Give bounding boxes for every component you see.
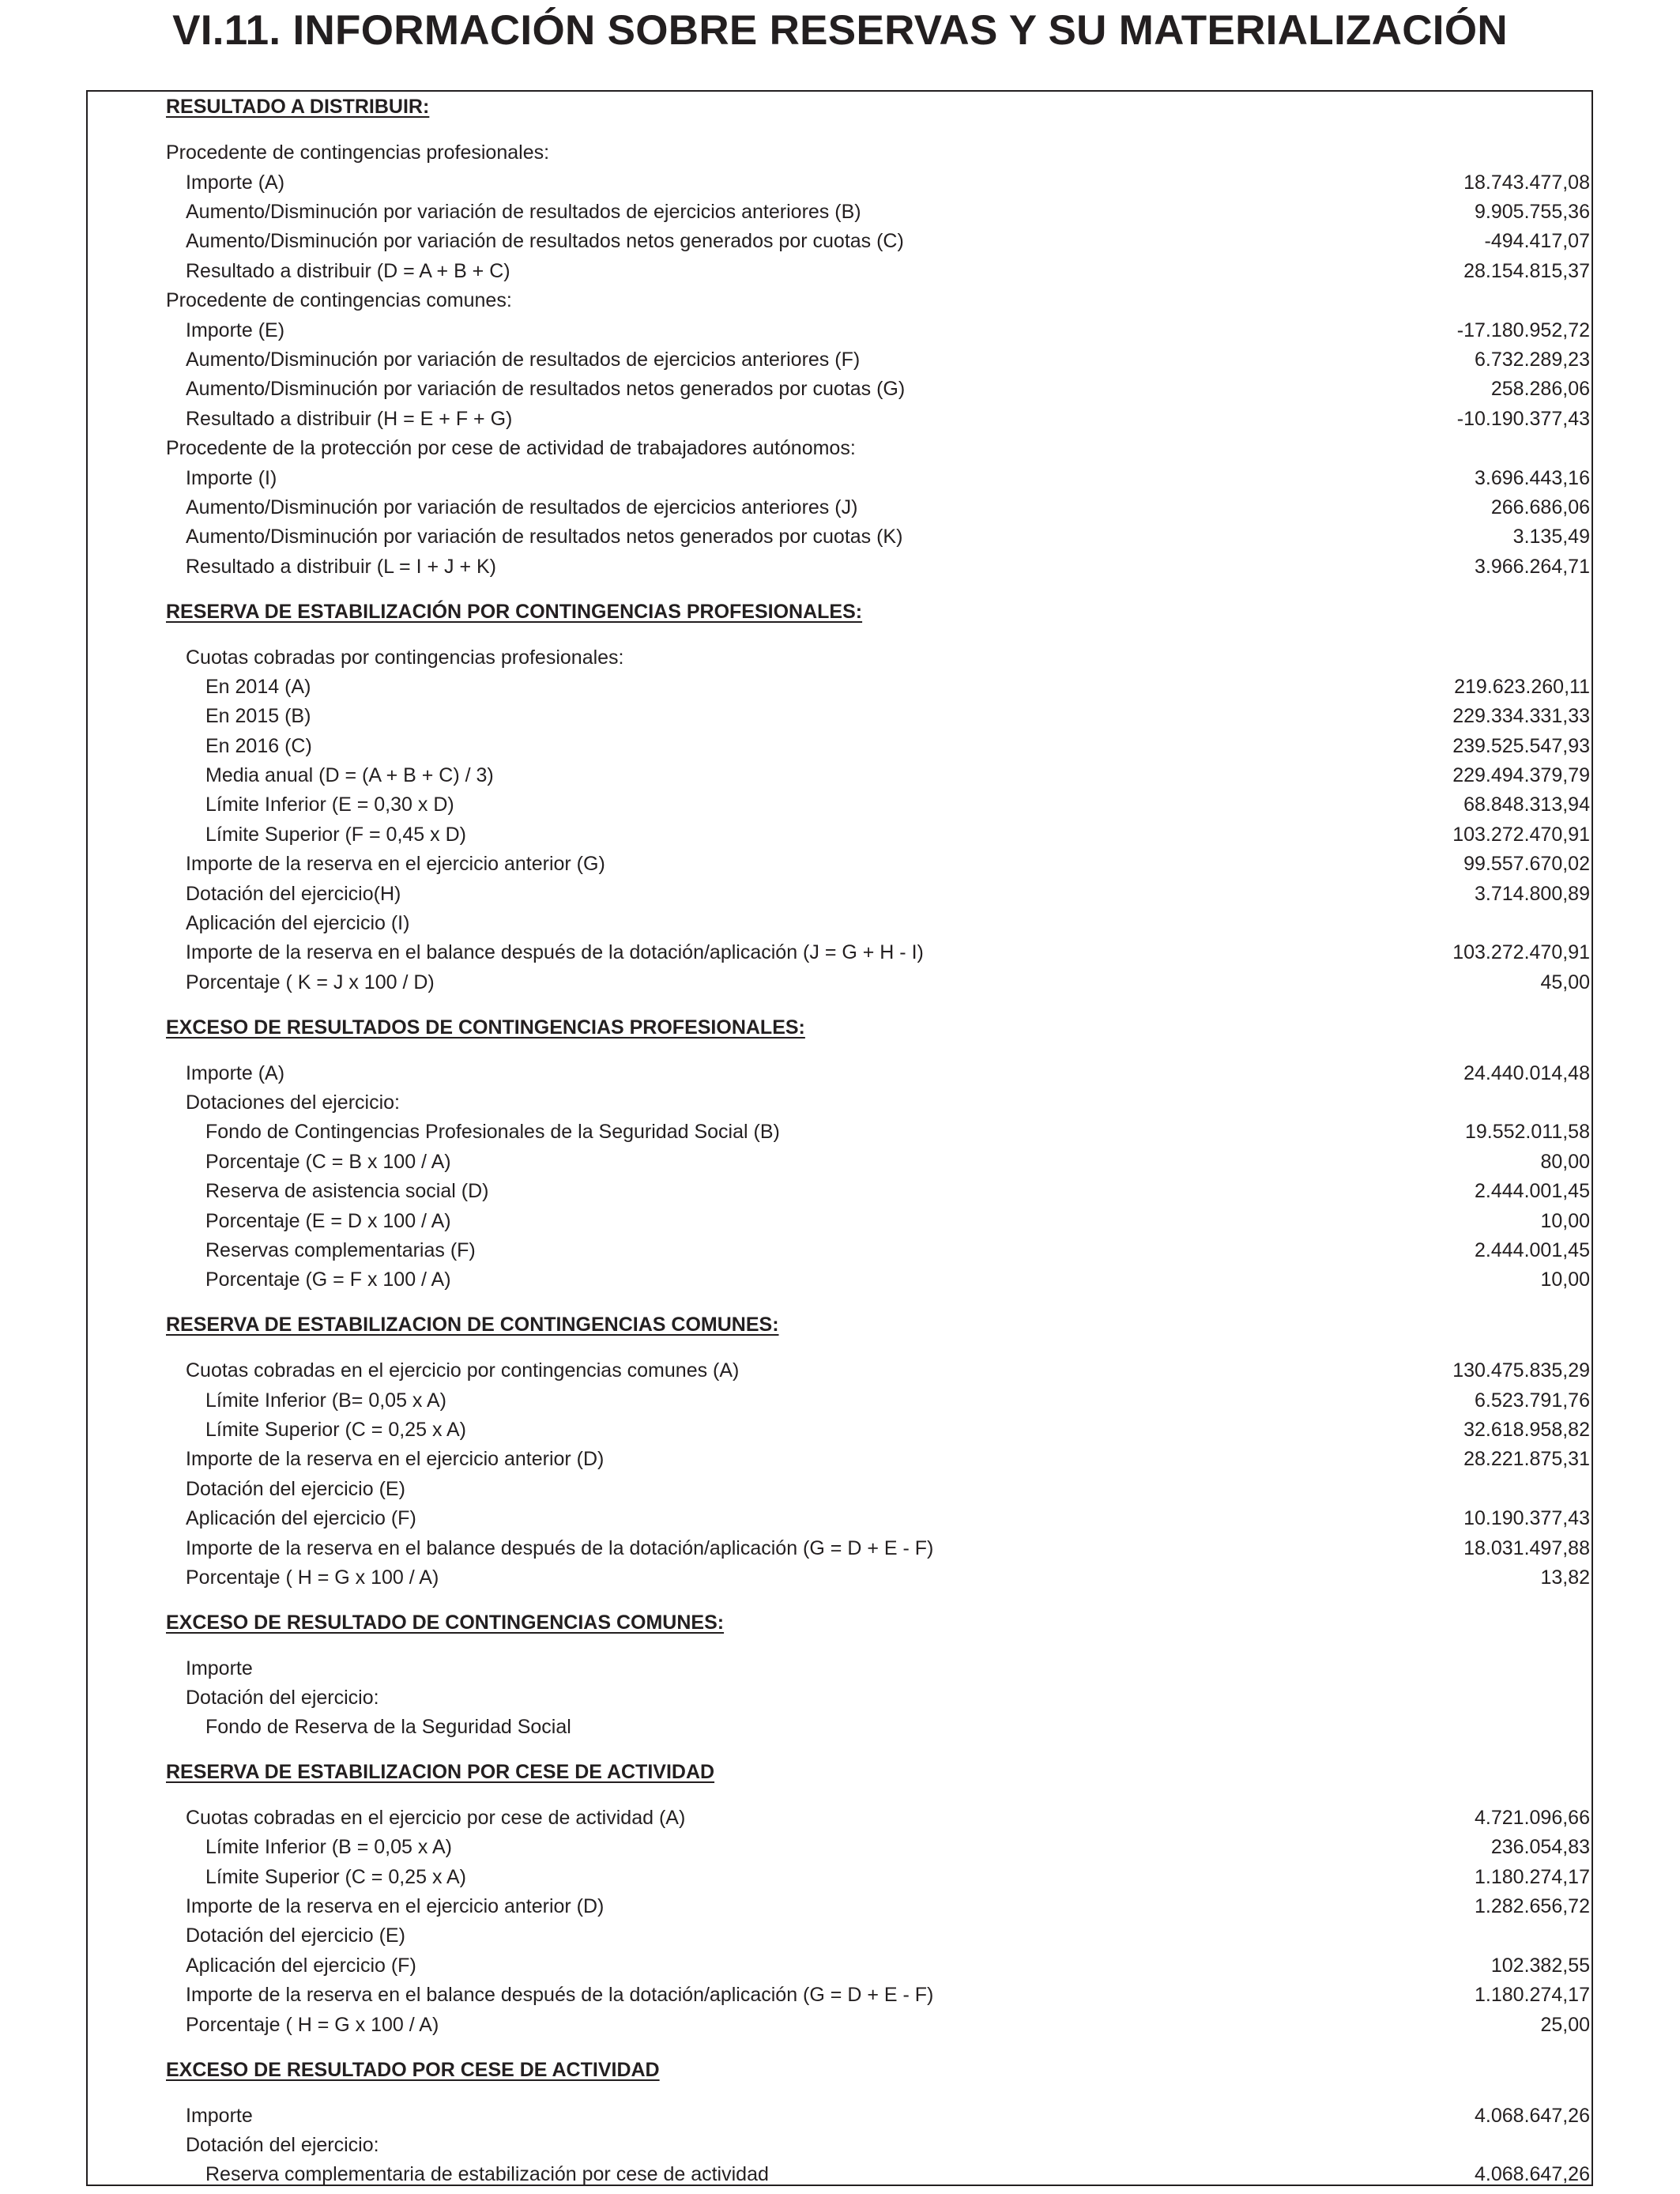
line-label: Dotaciones del ejercicio:	[186, 1091, 400, 1114]
report-line-row	[0, 908, 1680, 938]
line-amount: 28.154.815,37	[1463, 260, 1590, 282]
line-amount: 10.190.377,43	[1463, 1507, 1590, 1529]
section-heading-row	[0, 1757, 1680, 1787]
line-amount: -10.190.377,43	[1456, 408, 1590, 430]
report-line-row	[0, 1980, 1680, 2010]
line-label: Procedente de la protección por cese de actividad de trabajadores autónomos:	[166, 437, 856, 459]
line-label: Aplicación del ejercicio (I)	[186, 912, 410, 934]
report-line-row	[0, 967, 1680, 997]
report-line-row	[0, 760, 1680, 790]
line-amount: 13,82	[1540, 1566, 1590, 1589]
line-label: Porcentaje (C = B x 100 / A)	[205, 1151, 451, 1173]
report-line-row	[0, 1533, 1680, 1563]
line-label: Importe (E)	[186, 319, 285, 341]
report-line-row	[0, 433, 1680, 463]
report-line-row	[0, 790, 1680, 820]
line-label: Importe de la reserva en el balance después de la dotación/aplicación (G = D + E - F)	[186, 1984, 934, 2006]
line-amount: 6.732.289,23	[1475, 349, 1590, 371]
line-amount: 1.282.656,72	[1475, 1895, 1590, 1917]
report-line-row	[0, 1503, 1680, 1533]
report-line-row	[0, 849, 1680, 879]
line-label: Cuotas cobradas por contingencias profesionales:	[186, 647, 624, 669]
line-amount: 229.334.331,33	[1452, 705, 1590, 727]
line-amount: 130.475.835,29	[1452, 1359, 1590, 1382]
line-amount: 239.525.547,93	[1452, 735, 1590, 757]
report-line-row	[0, 1951, 1680, 1981]
report-line-row	[0, 168, 1680, 198]
section-heading: EXCESO DE RESULTADO POR CESE DE ACTIVIDAD	[166, 2059, 660, 2081]
line-label: Aumento/Disminución por variación de resultados netos generados por cuotas (C)	[186, 230, 904, 252]
line-label: Límite Inferior (E = 0,30 x D)	[205, 794, 454, 816]
line-amount: 219.623.260,11	[1454, 676, 1590, 698]
line-label: Límite Superior (F = 0,45 x D)	[205, 824, 466, 846]
line-label: Reserva complementaria de estabilización por cese de actividad	[205, 2163, 769, 2185]
report-line-row	[0, 1265, 1680, 1295]
line-label: Procedente de contingencias profesionales:	[166, 141, 550, 164]
section-heading: RESULTADO A DISTRIBUIR:	[166, 96, 430, 118]
line-label: Importe	[186, 1657, 253, 1679]
line-amount: 18.031.497,88	[1463, 1537, 1590, 1559]
report-line-row	[0, 1474, 1680, 1504]
line-label: En 2016 (C)	[205, 735, 312, 757]
line-label: Reserva de asistencia social (D)	[205, 1180, 489, 1202]
report-line-row	[0, 404, 1680, 434]
line-amount: 258.286,06	[1490, 378, 1590, 400]
section-heading-row	[0, 92, 1680, 122]
report-line-row	[0, 820, 1680, 850]
line-amount: 229.494.379,79	[1452, 764, 1590, 786]
report-line-row	[0, 1891, 1680, 1921]
section-heading-row	[0, 597, 1680, 627]
line-amount: 32.618.958,82	[1463, 1419, 1590, 1441]
line-label: Dotación del ejercicio (E)	[186, 1924, 405, 1947]
line-amount: -494.417,07	[1484, 230, 1590, 252]
line-label: Fondo de Contingencias Profesionales de la Seguridad Social (B)	[205, 1121, 780, 1143]
line-label: Límite Inferior (B = 0,05 x A)	[205, 1836, 452, 1858]
line-label: Cuotas cobradas en el ejercicio por cese de actividad (A)	[186, 1807, 686, 1829]
section-heading-row	[0, 1012, 1680, 1042]
line-label: Límite Superior (C = 0,25 x A)	[205, 1419, 467, 1441]
line-amount: 236.054,83	[1490, 1836, 1590, 1858]
report-line-row	[0, 2130, 1680, 2160]
report-line-row	[0, 1385, 1680, 1416]
line-amount: 1.180.274,17	[1475, 1984, 1590, 2006]
line-label: En 2015 (B)	[205, 705, 311, 727]
line-label: Resultado a distribuir (H = E + F + G)	[186, 408, 513, 430]
report-line-row	[0, 731, 1680, 761]
line-amount: 4.721.096,66	[1475, 1807, 1590, 1829]
line-label: Porcentaje ( K = J x 100 / D)	[186, 971, 435, 993]
report-line-row	[0, 1176, 1680, 1206]
line-amount: 28.221.875,31	[1463, 1448, 1590, 1470]
report-line-row	[0, 492, 1680, 522]
line-label: Resultado a distribuir (D = A + B + C)	[186, 260, 510, 282]
report-line-row	[0, 1147, 1680, 1177]
page-title: VI.11. INFORMACIÓN SOBRE RESERVAS Y SU MATERIALIZACIÓN	[172, 7, 1508, 54]
report-line-row	[0, 1832, 1680, 1862]
report-line-row	[0, 522, 1680, 552]
report-line-row	[0, 463, 1680, 493]
line-amount: 3.135,49	[1512, 526, 1590, 548]
line-label: Importe de la reserva en el ejercicio anterior (D)	[186, 1448, 605, 1470]
line-label: Procedente de contingencias comunes:	[166, 289, 512, 311]
line-label: Fondo de Reserva de la Seguridad Social	[205, 1716, 571, 1738]
line-label: Importe (I)	[186, 467, 277, 489]
line-amount: 19.552.011,58	[1464, 1121, 1590, 1143]
line-label: Cuotas cobradas en el ejercicio por contingencias comunes (A)	[186, 1359, 740, 1382]
line-amount: 25,00	[1540, 2014, 1590, 2036]
line-amount: 6.523.791,76	[1475, 1389, 1590, 1412]
line-amount: 102.382,55	[1490, 1955, 1590, 1977]
line-label: Dotación del ejercicio (E)	[186, 1478, 405, 1500]
line-label: Límite Superior (C = 0,25 x A)	[205, 1866, 467, 1888]
line-amount: 68.848.313,94	[1463, 794, 1590, 816]
line-label: Resultado a distribuir (L = I + J + K)	[186, 556, 497, 578]
report-line-row	[0, 1653, 1680, 1683]
section-heading: EXCESO DE RESULTADO DE CONTINGENCIAS COMUNES:	[166, 1612, 725, 1634]
line-amount: 1.180.274,17	[1475, 1866, 1590, 1888]
line-label: Aplicación del ejercicio (F)	[186, 1955, 416, 1977]
report-line-row	[0, 1235, 1680, 1265]
section-heading: RESERVA DE ESTABILIZACIÓN POR CONTINGENCIAS PROFESIONALES:	[166, 601, 863, 623]
line-label: En 2014 (A)	[205, 676, 311, 698]
line-label: Importe (A)	[186, 172, 285, 194]
line-amount: 10,00	[1540, 1269, 1590, 1291]
report-line-row	[0, 1415, 1680, 1445]
line-label: Importe	[186, 2105, 253, 2127]
report-line-row	[0, 315, 1680, 345]
section-heading-row	[0, 1608, 1680, 1638]
section-heading: EXCESO DE RESULTADOS DE CONTINGENCIAS PROFESIONALES:	[166, 1016, 805, 1039]
line-amount: 3.966.264,71	[1475, 556, 1590, 578]
line-amount: 266.686,06	[1490, 496, 1590, 518]
report-line-row	[0, 672, 1680, 702]
line-label: Importe de la reserva en el balance después de la dotación/aplicación (J = G + H - I)	[186, 941, 924, 963]
line-label: Aumento/Disminución por variación de resultados de ejercicios anteriores (J)	[186, 496, 858, 518]
line-amount: 3.714.800,89	[1475, 883, 1590, 905]
report-line-row	[0, 1683, 1680, 1713]
report-line-row	[0, 374, 1680, 404]
line-label: Porcentaje ( H = G x 100 / A)	[186, 2014, 439, 2036]
line-label: Importe (A)	[186, 1062, 285, 1084]
report-line-row	[0, 1206, 1680, 1236]
line-label: Aumento/Disminución por variación de resultados netos generados por cuotas (G)	[186, 378, 906, 400]
report-line-row	[0, 2101, 1680, 2131]
report-line-row	[0, 643, 1680, 673]
report-line-row	[0, 1712, 1680, 1742]
section-heading: RESERVA DE ESTABILIZACION DE CONTINGENCIAS COMUNES:	[166, 1314, 779, 1336]
line-amount: 103.272.470,91	[1452, 824, 1590, 846]
line-amount: 24.440.014,48	[1463, 1062, 1590, 1084]
report-line-row	[0, 345, 1680, 375]
report-line-row	[0, 285, 1680, 315]
line-label: Dotación del ejercicio:	[186, 1687, 379, 1709]
line-amount: 103.272.470,91	[1452, 941, 1590, 963]
report-line-row	[0, 1088, 1680, 1118]
line-amount: 9.905.755,36	[1475, 201, 1590, 223]
report-line-row	[0, 197, 1680, 227]
line-amount: 4.068.647,26	[1475, 2163, 1590, 2185]
line-label: Porcentaje (E = D x 100 / A)	[205, 1210, 451, 1232]
line-amount: 99.557.670,02	[1463, 853, 1590, 875]
section-heading: RESERVA DE ESTABILIZACION POR CESE DE ACTIVIDAD	[166, 1761, 715, 1783]
line-label: Aplicación del ejercicio (F)	[186, 1507, 416, 1529]
line-label: Importe de la reserva en el ejercicio anterior (G)	[186, 853, 605, 875]
line-amount: 80,00	[1540, 1151, 1590, 1173]
line-label: Reservas complementarias (F)	[205, 1239, 476, 1261]
report-line-row	[0, 937, 1680, 967]
line-label: Importe de la reserva en el balance después de la dotación/aplicación (G = D + E - F)	[186, 1537, 934, 1559]
report-line-row	[0, 2159, 1680, 2189]
line-label: Importe de la reserva en el ejercicio anterior (D)	[186, 1895, 605, 1917]
line-amount: 18.743.477,08	[1463, 172, 1590, 194]
line-amount: 3.696.443,16	[1475, 467, 1590, 489]
line-label: Límite Inferior (B= 0,05 x A)	[205, 1389, 446, 1412]
line-label: Dotación del ejercicio:	[186, 2134, 379, 2156]
line-amount: 10,00	[1540, 1210, 1590, 1232]
report-line-row	[0, 1803, 1680, 1833]
report-line-row	[0, 552, 1680, 582]
line-label: Porcentaje ( H = G x 100 / A)	[186, 1566, 439, 1589]
line-label: Media anual (D = (A + B + C) / 3)	[205, 764, 494, 786]
section-heading-row	[0, 2055, 1680, 2085]
line-amount: 2.444.001,45	[1475, 1239, 1590, 1261]
report-line-row	[0, 1862, 1680, 1892]
line-label: Dotación del ejercicio(H)	[186, 883, 401, 905]
report-line-row	[0, 2010, 1680, 2040]
line-amount: 4.068.647,26	[1475, 2105, 1590, 2127]
report-line-row	[0, 1444, 1680, 1474]
report-line-row	[0, 256, 1680, 286]
line-label: Porcentaje (G = F x 100 / A)	[205, 1269, 451, 1291]
report-line-row	[0, 1563, 1680, 1593]
report-line-row	[0, 1117, 1680, 1147]
line-label: Aumento/Disminución por variación de resultados de ejercicios anteriores (B)	[186, 201, 861, 223]
line-label: Aumento/Disminución por variación de resultados de ejercicios anteriores (F)	[186, 349, 861, 371]
report-line-row	[0, 1355, 1680, 1385]
line-amount: 2.444.001,45	[1475, 1180, 1590, 1202]
report-line-row	[0, 701, 1680, 731]
report-line-row	[0, 226, 1680, 256]
line-amount: -17.180.952,72	[1456, 319, 1590, 341]
report-line-row	[0, 879, 1680, 909]
line-amount: 45,00	[1540, 971, 1590, 993]
report-line-row	[0, 138, 1680, 168]
report-line-row	[0, 1921, 1680, 1951]
report-line-row	[0, 1058, 1680, 1088]
line-label: Aumento/Disminución por variación de resultados netos generados por cuotas (K)	[186, 526, 903, 548]
section-heading-row	[0, 1310, 1680, 1340]
